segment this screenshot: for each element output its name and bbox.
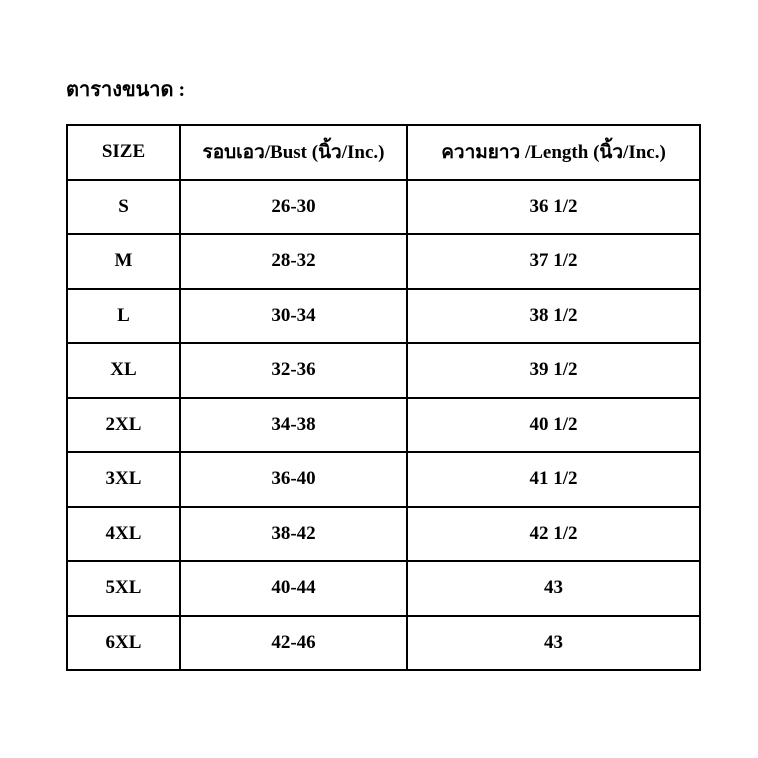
size-chart-table [66,124,701,671]
length-cell: 41 1/2 [407,452,700,507]
size-cell: 3XL [67,452,180,507]
length-cell: 43 [407,561,700,616]
table-row [67,180,700,235]
bust-cell: 42-46 [180,616,407,671]
page-title: ตารางขนาด : [66,79,186,101]
size-cell: 2XL [67,398,180,453]
bust-cell: 26-30 [180,180,407,235]
size-cell: M [67,234,180,289]
bust-cell: 38-42 [180,507,407,562]
length-cell: 40 1/2 [407,398,700,453]
table-header-row [67,125,700,180]
table-row [67,507,700,562]
size-cell: L [67,289,180,344]
size-cell: S [67,180,180,235]
length-cell: 37 1/2 [407,234,700,289]
table-row [67,289,700,344]
table-row [67,234,700,289]
table-row [67,561,700,616]
table-row [67,343,700,398]
length-cell: 36 1/2 [407,180,700,235]
length-cell: 42 1/2 [407,507,700,562]
bust-cell: 28-32 [180,234,407,289]
column-header-length: ความยาว /Length (นิ้ว/Inc.) [407,125,700,180]
bust-cell: 34-38 [180,398,407,453]
size-cell: XL [67,343,180,398]
size-cell: 6XL [67,616,180,671]
column-header-size: SIZE [67,125,180,180]
length-cell: 43 [407,616,700,671]
bust-cell: 40-44 [180,561,407,616]
length-cell: 38 1/2 [407,289,700,344]
bust-cell: 36-40 [180,452,407,507]
table-row [67,452,700,507]
table-row [67,616,700,671]
size-cell: 5XL [67,561,180,616]
bust-cell: 30-34 [180,289,407,344]
column-header-bust: รอบเอว/Bust (นิ้ว/Inc.) [180,125,407,180]
bust-cell: 32-36 [180,343,407,398]
table-row [67,398,700,453]
length-cell: 39 1/2 [407,343,700,398]
size-cell: 4XL [67,507,180,562]
